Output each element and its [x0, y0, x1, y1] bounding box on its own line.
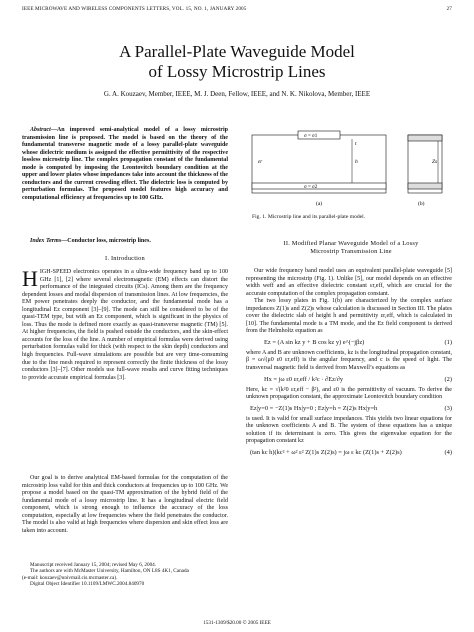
abstract-lead: Abstract	[30, 127, 51, 133]
eps-r-label: εr	[258, 159, 263, 165]
section-2-para-1: Our wide frequency band model uses an equivalent parallel-plate waveguide [5] representing the microstrip (Fig. 1). Unlike [5], our model depends on an effective width weff and an effective dielectric constant εr,eff, which are crucial for the accurate computation of the complex propagation constant.	[246, 268, 452, 297]
equation-1-number: (1)	[444, 338, 452, 346]
section-2-heading-line-2: Microstrip Transmission Line	[310, 248, 392, 255]
section-2-body	[246, 268, 452, 460]
equation-1	[246, 336, 452, 350]
abstract-text: —An improved semi-analytical model of a lossy microstrip transmission line is proposed. The model is based on the theory of the fundamental transverse magnetic mode of a lossy parallel-plate waveguide whose dielectric medium is assigned the effective permittivity of the respective lossless microstrip line. The complex propagation constant of the fundamental mode is computed by imposing the Leontovitch boundary condition at the upper and lower plates whose impedances take into account the thickness of the conductors and the current crowding effect. The dielectric loss is computed by perturbation formulas. The proposed model features high accuracy and computational efficiency at frequencies up to 100 GHz.	[22, 127, 228, 201]
index-terms-text: —Conductor loss, microstrip lines.	[61, 238, 151, 244]
microstrip-cross-section	[252, 131, 386, 207]
equation-2	[246, 373, 452, 387]
running-header	[22, 6, 452, 16]
para-1-text: IGH-SPEED electronics operates in a ultra-wide frequency band up to 100 GHz [1], [2] where several electromagnetic (EM) effects can distort the performance of the integrated circuits (ICs). Among them are the frequency dependent losses and modal dispersion of transmission lines. At low frequencies, the EM power penetrates deeply the conductor, and the fundamental mode has a longitudinal Ez component [3]–[9]. The mode can still be considered to be of the quasi-TEM type, but with an Ez component, which is significant in the physics of loss. Thus the mode is defined more exactly as quasi-transverse magnetic (TM) [5]. At higher frequencies, the field is pushed outside the conductors, and the skin-effect accounts for the loss of the line. A number of empirical formulas were derived using perturbation formulas valid for thick (with respect to the skin depth) conductors and high frequencies. Full-wave simulations are possible but are very time-consuming due to the fine mesh required to represent correctly the finite thickness of the lossy conductors [3]–[7]. Other models use full-wave results and curve fitting techniques to provide accurate empirical formulas [3].	[22, 269, 228, 381]
equation-1-body: Ez = (A sin kz y + B cos kz y) e^(−jβz)	[264, 338, 365, 346]
section-1-para-1	[22, 266, 228, 382]
title-line-2: of Lossy Microstrip Lines	[148, 62, 326, 81]
index-terms	[22, 238, 228, 246]
equation-2-body: Hx = jω ε0 εr,eff / k²c · ∂Ez/∂y	[264, 375, 344, 383]
h-label: h	[355, 159, 358, 165]
equation-3-number: (3)	[444, 404, 452, 412]
t-label: t	[355, 141, 357, 147]
label-b: (b)	[418, 201, 425, 207]
figure-1	[246, 121, 452, 209]
upper-plate	[408, 135, 442, 141]
equation-4-number: (4)	[444, 448, 452, 456]
para-2-text: Our goal is to derive analytical EM-based formulas for the computation of the microstrip loss valid for thin and thick conductors at frequencies up to 100 GHz. We propose a model based on the quasi-TM approximation of the hybrid field of the fundamental mode of a lossy microstrip line. It has a longitudinal electric field component, which is strong enough to influence the accuracy of the loss computation, especially at low frequencies where the field penetrates the conductor. The model is also valid at high frequencies where dispersion and skin effect loss are taken into account.	[22, 475, 228, 534]
drop-cap: H	[22, 266, 38, 291]
section-2-para-2: The two lossy plates in Fig. 1(b) are characterized by the complex surface impedances Z(1)s and Z(2)s whose calculation is discussed in Section III. The plates cover the dielectric slab of height h and permittivity εr,eff, which is calculated in [10]. The fundamental mode is a TM mode, and the Ez field component is derived from the Helmholtz equation as	[246, 298, 452, 335]
abstract	[22, 127, 228, 202]
footnote	[22, 562, 228, 587]
equation-4	[246, 446, 452, 460]
equation-3-body: Ez|y=0 = −Z(1)s Hx|y=0 ; Ez|y=h = Z(2)s Hx|y=h	[250, 404, 378, 412]
equation-2-number: (2)	[444, 375, 452, 383]
section-2-para-4: Here, kc = √(k²0 εr,eff − β²), and ε0 is the permittivity of vacuum. To derive the unknown propagation constant, the approximate Leontovitch boundary condition	[246, 386, 452, 401]
zs-label: Zs	[432, 159, 438, 165]
lower-plate	[408, 183, 442, 189]
page-number: 27	[446, 6, 452, 12]
section-1-heading: I. Introduction	[105, 255, 145, 262]
index-terms-lead: Index Terms	[30, 238, 62, 244]
sigma-top-label: σ = σ1	[304, 134, 318, 139]
author-list: G. A. Kouzaev, Member, IEEE, M. J. Deen, Fellow, IEEE, and N. K. Nikolova, Member, IEEE	[103, 90, 371, 98]
ground-plane	[252, 183, 386, 189]
footnote-line-2: The authors are with McMaster University, Hamilton, ON L8S 4K1, Canada	[30, 568, 189, 575]
sigma-bottom-label: σ = σ2	[304, 185, 318, 190]
microstrip-diagram	[246, 121, 452, 209]
section-2-para-5: is used. It is valid for small surface impedances. This yields two linear equations for the unknown coefficients A and B. The system of these equations has a unique solution if its determinant is zero. This gives the eigenvalue equation for the propagation constant kz	[246, 415, 452, 445]
parallel-plate-model	[408, 135, 442, 207]
equation-3	[246, 402, 452, 416]
footnote-line-1: Manuscript received January 15, 2004; revised May 6, 2004.	[30, 562, 157, 568]
journal-name: IEEE MICROWAVE AND WIRELESS COMPONENTS LETTERS, VOL. 15, NO. 1, JANUARY 2005	[22, 6, 247, 12]
equation-4-body: (tan kc h)(kc² + ω² ε² Z(1)s Z(2)s) = jω ε kc (Z(1)s + Z(2)s)	[250, 448, 402, 456]
section-1-para-2	[22, 475, 228, 535]
footnote-line-3: (e-mail: kouzaev@univmail.cis.mcmaster.ca).	[22, 574, 118, 581]
paper-title	[0, 42, 474, 82]
section-2-heading	[258, 240, 444, 256]
copyright-footer: 1531-1309/$20.00 © 2005 IEEE	[203, 620, 271, 626]
figure-caption: Fig. 1. Microstrip line and its parallel-plate model.	[252, 214, 366, 220]
footnote-line-4: Digital Object Identifier 10.1109/LMWC.2004.840970	[30, 580, 145, 587]
section-2-para-3: where A and B are unknown coefficients, kz is the longitudinal propagation constant, β = ω√(μ0 ε0 εr,eff) is the angular frequency, and c is the speed of light. The transversal magnetic field is derived from Maxwell’s equations as	[246, 349, 452, 372]
title-line-1: A Parallel-Plate Waveguide Model	[119, 42, 355, 61]
label-a: (a)	[316, 201, 323, 207]
section-2-heading-line-1: II. Modified Planar Waveguide Model of a Lossy	[283, 240, 419, 247]
